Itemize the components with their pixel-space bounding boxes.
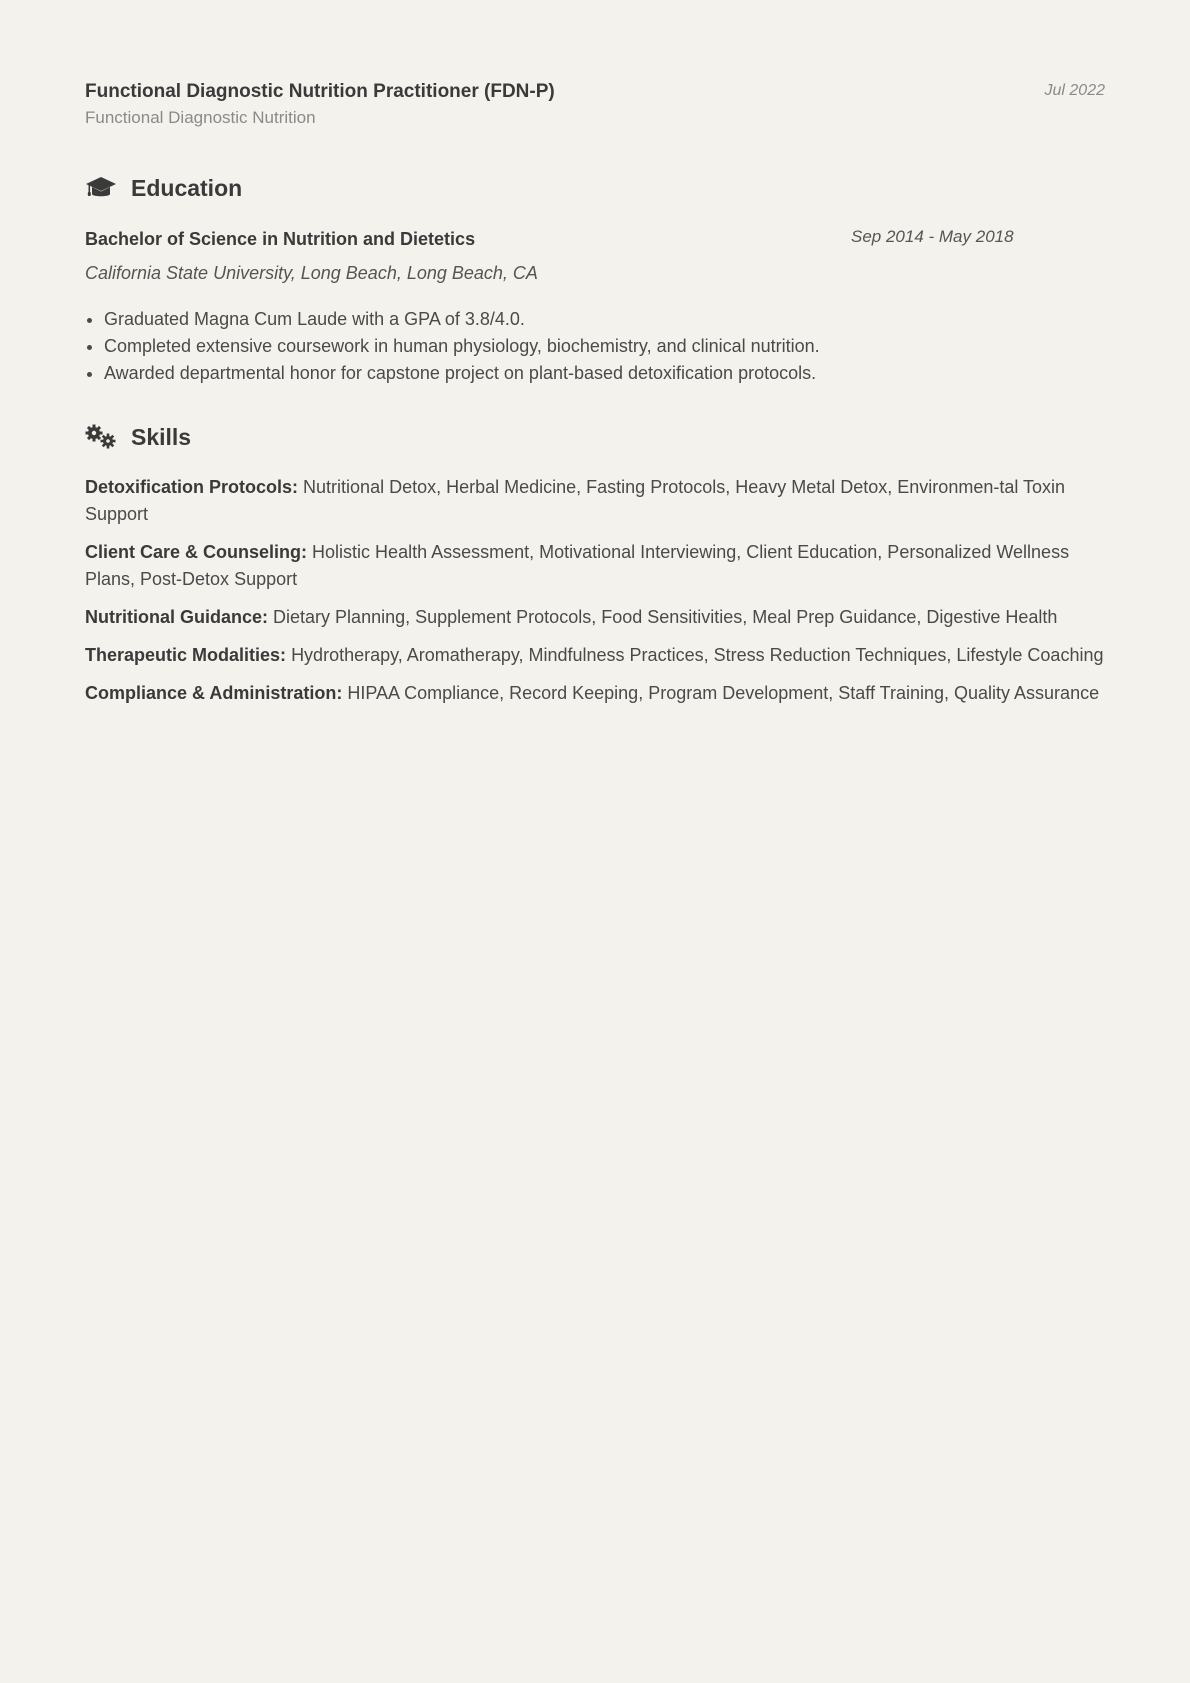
education-bullets — [85, 306, 1105, 387]
education-school: California State University, Long Beach, Long Beach, CA — [85, 263, 538, 283]
list-item: Completed extensive coursework in human physiology, biochemistry, and clinical nutrition. — [85, 333, 1105, 360]
skill-row — [85, 604, 1105, 631]
education-degree: Bachelor of Science in Nutrition and Dietetics — [85, 229, 476, 249]
education-entry — [85, 226, 1105, 387]
skill-category: Detoxification Protocols: — [85, 477, 299, 497]
skills-list — [85, 474, 1105, 718]
skill-row — [85, 539, 1105, 593]
skill-items: Hydrotherapy, Aromatherapy, Mindfulness Practices, Stress Reduction Techniques, Lifestyle Coaching — [291, 645, 1104, 665]
graduation-cap-icon — [85, 175, 117, 201]
skill-category: Nutritional Guidance: — [85, 607, 269, 627]
list-item: Awarded departmental honor for capstone project on plant-based detoxification protocols. — [85, 360, 1105, 387]
education-heading-label: Education — [131, 174, 243, 201]
gears-icon — [85, 424, 117, 450]
education-heading — [85, 172, 242, 204]
skills-heading-label: Skills — [131, 423, 192, 450]
certification-entry — [85, 80, 1105, 130]
skill-items: HIPAA Compliance, Record Keeping, Program Development, Staff Training, Quality Assurance — [347, 683, 1100, 703]
certification-date: Jul 2022 — [1044, 82, 1105, 99]
skill-category: Compliance & Administration: — [85, 683, 343, 703]
skill-row — [85, 642, 1105, 669]
skill-row — [85, 680, 1105, 707]
skill-category: Client Care & Counseling: — [85, 542, 308, 562]
skill-items: Nutritional Detox, Herbal Medicine, Fasting Protocols, Heavy Metal Detox, Environmen-tal Toxin Support — [85, 477, 1066, 524]
skill-category: Therapeutic Modalities: — [85, 645, 287, 665]
education-dates: Sep 2014 - May 2018 — [851, 227, 1014, 246]
skill-row — [85, 474, 1105, 528]
certification-title: Functional Diagnostic Nutrition Practitioner (FDN-P) — [85, 81, 555, 102]
list-item: Graduated Magna Cum Laude with a GPA of 3.8/4.0. — [85, 306, 1105, 333]
certification-issuer: Functional Diagnostic Nutrition — [85, 108, 316, 127]
skill-items: Dietary Planning, Supplement Protocols, Food Sensitivities, Meal Prep Guidance, Digestive Health — [273, 607, 1058, 627]
skills-heading — [85, 421, 191, 453]
skill-items: Holistic Health Assessment, Motivational Interviewing, Client Education, Personalized Wellness Plans, Post-Detox Support — [85, 542, 1070, 589]
